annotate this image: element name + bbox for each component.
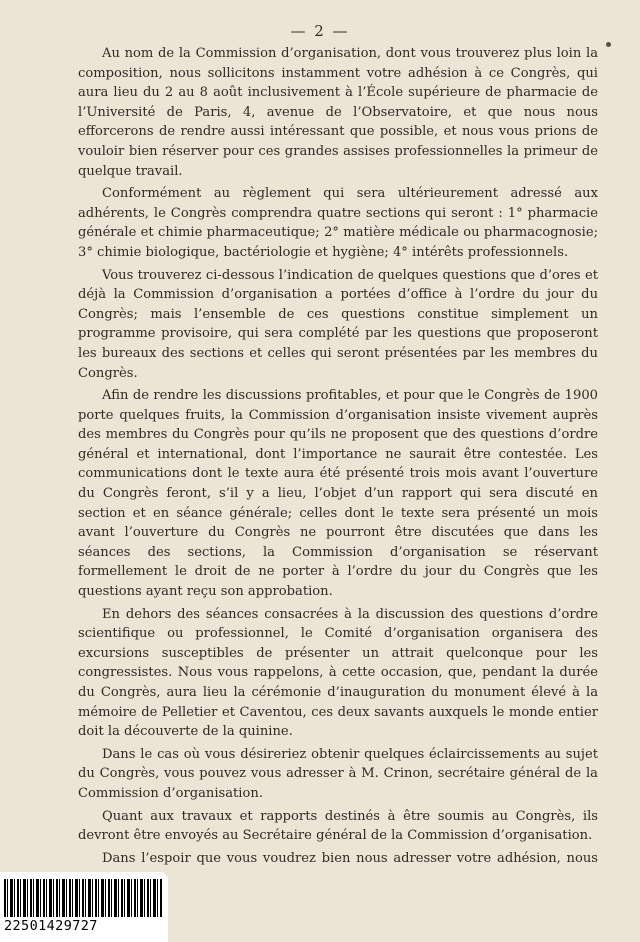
paragraph-5: En dehors des séances consacrées à la discussion des questions d’ordre scientifique ou professionnel, le Comité d’organisation organisera des excursions susceptibles de présenter un attrait quelconque pour les congressistes. Nous vous rappelons, à cette occasion, que, pendant la durée du Congrès, aura lieu la cérémonie d’inauguration du monument élevé à la mémoire de Pelletier et Caventou, ces deux savants auxquels le monde entier doit la découverte de la quinine. (78, 606, 598, 740)
body-text (78, 44, 598, 891)
paragraph-7: Quant aux travaux et rapports destinés à être soumis au Congrès, ils devront être envoyés au Secrétaire général de la Commission d’organisation. (78, 808, 598, 844)
paragraph-8: Dans l’espoir que vous voudrez bien nous adresser votre adhésion, nous (102, 850, 598, 866)
paragraph-4: Afin de rendre les discussions profitables, et pour que le Congrès de 1900 porte quelques fruits, la Commission d’organisation insiste vivement auprès des membres du Congrès pour qu’ils ne proposent que des questions d’ordre général et international, dont l’importance ne saurait être contestée. Les communications dont le texte aura été présenté trois mois avant l’ouverture du Congrès feront, s’il y a lieu, l’objet d’un rapport qui sera discuté en section et en séance générale; celles dont le texte sera présenté un mois avant l’ouverture du Congrès ne pourront être discutées que dans les séances des sections, la Commission d’organisation se réservant formellement le droit de ne porter à l’ordre du jour du Congrès que les questions ayant reçu son approbation. (78, 388, 598, 600)
paragraph-3: Vous trouverez ci-dessous l’indication de quelques questions que d’ores et déjà la Commission d’organisation a portées d’office à l’ordre du jour du Congrès; mais l’ensemble de ces questions constitue simplement un programme provisoire, qui sera complété par les questions que proposeront les bureaux des sections et celles qui seront présentées par les membres du Congrès. (78, 267, 598, 381)
barcode-bars (4, 879, 162, 917)
ink-dot (606, 42, 611, 47)
paragraph-1: Au nom de la Commission d’organisation, dont vous trouverez plus loin la composition, nous sollicitons instamment votre adhésion à ce Congrès, qui aura lieu du 2 au 8 août inclusivement à l’École supérieure de pharmacie de l’Université de Paris, 4, avenue de l’Observatoire, et que nous nous efforcerons de rendre aussi intéressant que possible, et nous vous prions de vouloir bien réserver pour ces grandes assises professionnelles la primeur de quelque travail. (78, 46, 598, 179)
paragraph-6: Dans le cas où vous désireriez obtenir quelques éclaircissements au sujet du Congrès, vous pouvez vous adresser à M. Crinon, secrétaire général de la Commission d’organisation. (78, 746, 598, 801)
paragraph-2: Conformément au règlement qui sera ultérieurement adressé aux adhérents, le Congrès comprendra quatre sections qui seront : 1° pharmacie générale et chimie pharmaceutique; 2° matière médicale ou pharmacognosie; 3° chimie biologique, bactériologie et hygiène; 4° intérêts professionnels. (78, 186, 598, 260)
barcode-number: 22501429727 (4, 918, 98, 934)
page-number: — 2 — (290, 22, 350, 40)
